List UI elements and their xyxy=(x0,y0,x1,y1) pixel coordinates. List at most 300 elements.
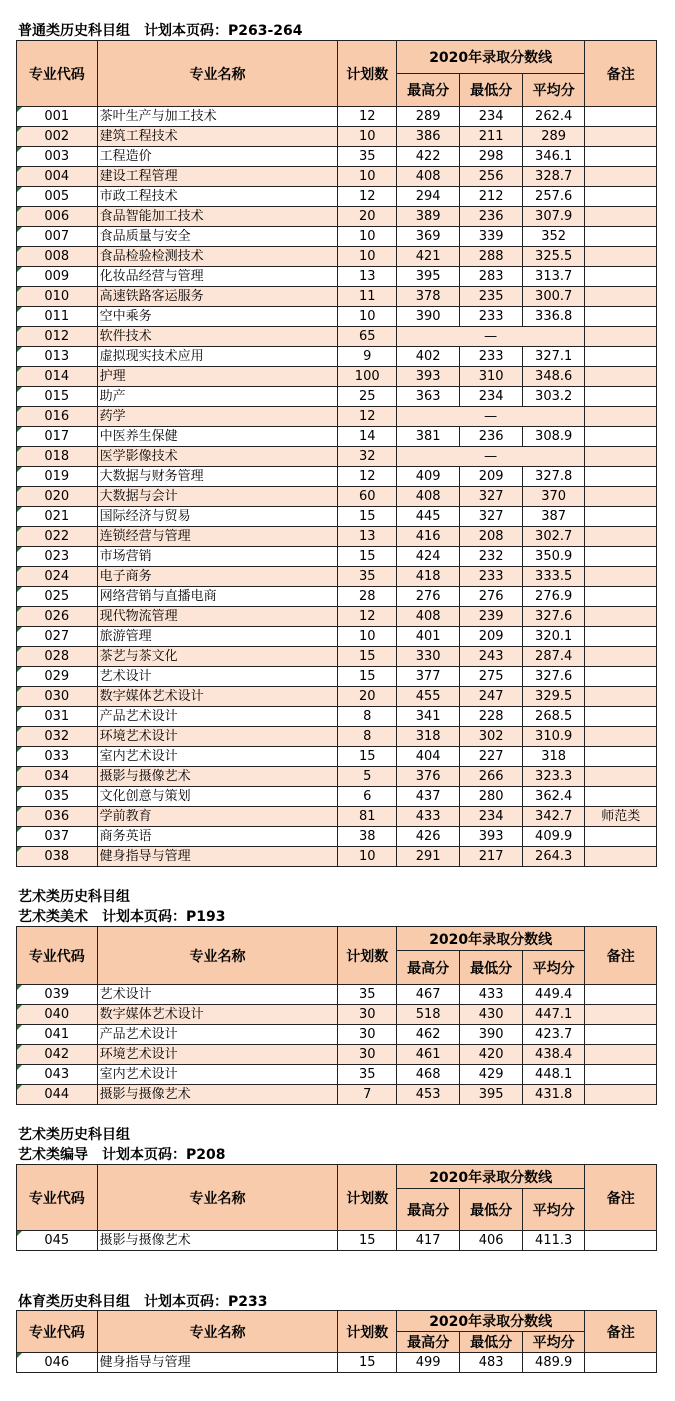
section-title: 艺术类美术 计划本页码：P193 xyxy=(18,909,226,925)
cell-note xyxy=(585,747,657,767)
cell-min: 256 xyxy=(460,167,522,187)
cell-code: 035 xyxy=(17,787,98,807)
cell-min: 302 xyxy=(460,727,522,747)
cell-min: 275 xyxy=(460,667,522,687)
cell-name: 虚拟现实技术应用 xyxy=(97,347,338,367)
cell-code: 001 xyxy=(17,107,98,127)
table-row xyxy=(17,307,657,327)
cell-code: 010 xyxy=(17,287,98,307)
header-plan: 计划数 xyxy=(338,927,396,985)
cell-note xyxy=(585,727,657,747)
cell-min: 280 xyxy=(460,787,522,807)
cell-min: 243 xyxy=(460,647,522,667)
cell-code: 019 xyxy=(17,467,98,487)
cell-plan: 38 xyxy=(338,827,396,847)
cell-avg: 327.1 xyxy=(522,347,585,367)
cell-plan: 15 xyxy=(338,747,396,767)
cell-note xyxy=(585,387,657,407)
cell-code: 027 xyxy=(17,627,98,647)
cell-max: 467 xyxy=(396,985,459,1005)
cell-min: 209 xyxy=(460,627,522,647)
cell-note xyxy=(585,667,657,687)
cell-max: 386 xyxy=(396,127,459,147)
table-row xyxy=(17,387,657,407)
cell-min: 420 xyxy=(460,1045,522,1065)
table-row xyxy=(17,985,657,1005)
cell-note xyxy=(585,287,657,307)
cell-name: 大数据与财务管理 xyxy=(97,467,338,487)
table-row xyxy=(17,607,657,627)
cell-avg: 327.6 xyxy=(522,667,585,687)
cell-plan: 35 xyxy=(338,567,396,587)
cell-min: 208 xyxy=(460,527,522,547)
header-max: 最高分 xyxy=(396,1332,459,1353)
cell-name: 护理 xyxy=(97,367,338,387)
cell-avg: 411.3 xyxy=(522,1231,585,1251)
section-title: 体育类历史科目组 计划本页码：P233 xyxy=(18,1294,268,1310)
cell-name: 产品艺术设计 xyxy=(97,707,338,727)
cell-max: 424 xyxy=(396,547,459,567)
cell-name: 室内艺术设计 xyxy=(97,1065,338,1085)
table-row xyxy=(17,1085,657,1105)
cell-max: 461 xyxy=(396,1045,459,1065)
table-row xyxy=(17,687,657,707)
cell-max: 468 xyxy=(396,1065,459,1085)
cell-name: 茶艺与茶文化 xyxy=(97,647,338,667)
cell-plan: 30 xyxy=(338,1025,396,1045)
cell-name: 数字媒体艺术设计 xyxy=(97,687,338,707)
cell-min: 236 xyxy=(460,207,522,227)
cell-plan: 9 xyxy=(338,347,396,367)
cell-max: 393 xyxy=(396,367,459,387)
cell-note xyxy=(585,127,657,147)
cell-name: 高速铁路客运服务 xyxy=(97,287,338,307)
cell-plan: 8 xyxy=(338,707,396,727)
cell-avg: 350.9 xyxy=(522,547,585,567)
cell-max: 408 xyxy=(396,487,459,507)
cell-plan: 35 xyxy=(338,985,396,1005)
cell-code: 017 xyxy=(17,427,98,447)
cell-max: 289 xyxy=(396,107,459,127)
cell-min: 283 xyxy=(460,267,522,287)
cell-note xyxy=(585,1045,657,1065)
cell-min: 429 xyxy=(460,1065,522,1085)
cell-name: 室内艺术设计 xyxy=(97,747,338,767)
cell-plan: 15 xyxy=(338,1353,396,1373)
cell-name: 建设工程管理 xyxy=(97,167,338,187)
score-table xyxy=(16,40,657,867)
cell-note xyxy=(585,567,657,587)
cell-plan: 15 xyxy=(338,507,396,527)
header-note: 备注 xyxy=(585,41,657,107)
table-row xyxy=(17,147,657,167)
cell-note xyxy=(585,187,657,207)
section-title: 普通类历史科目组 计划本页码：P263-264 xyxy=(18,23,303,39)
cell-max: 291 xyxy=(396,847,459,867)
header-min: 最低分 xyxy=(460,951,522,985)
cell-name: 医学影像技术 xyxy=(97,447,338,467)
cell-plan: 35 xyxy=(338,1065,396,1085)
cell-code: 022 xyxy=(17,527,98,547)
table-row xyxy=(17,807,657,827)
cell-avg: 342.7 xyxy=(522,807,585,827)
cell-min: 233 xyxy=(460,307,522,327)
cell-plan: 13 xyxy=(338,267,396,287)
cell-note xyxy=(585,1231,657,1251)
cell-min: 233 xyxy=(460,347,522,367)
cell-name: 摄影与摄像艺术 xyxy=(97,767,338,787)
cell-code: 015 xyxy=(17,387,98,407)
cell-name: 大数据与会计 xyxy=(97,487,338,507)
cell-max: 418 xyxy=(396,567,459,587)
cell-note xyxy=(585,327,657,347)
cell-max: 401 xyxy=(396,627,459,647)
cell-max: 453 xyxy=(396,1085,459,1105)
cell-max: 445 xyxy=(396,507,459,527)
cell-avg: 336.8 xyxy=(522,307,585,327)
cell-note xyxy=(585,447,657,467)
cell-plan: 12 xyxy=(338,187,396,207)
header-code: 专业代码 xyxy=(17,927,98,985)
table-row xyxy=(17,447,657,467)
header-min: 最低分 xyxy=(460,1189,522,1231)
table-row xyxy=(17,127,657,147)
cell-note xyxy=(585,1353,657,1373)
cell-plan: 7 xyxy=(338,1085,396,1105)
header-min: 最低分 xyxy=(460,1332,522,1353)
header-name: 专业名称 xyxy=(97,927,338,985)
cell-avg: 310.9 xyxy=(522,727,585,747)
cell-note xyxy=(585,527,657,547)
cell-min: 233 xyxy=(460,567,522,587)
cell-name: 艺术设计 xyxy=(97,985,338,1005)
table-row xyxy=(17,347,657,367)
cell-note xyxy=(585,307,657,327)
cell-max: 377 xyxy=(396,667,459,687)
cell-plan: 20 xyxy=(338,207,396,227)
cell-name: 助产 xyxy=(97,387,338,407)
cell-note xyxy=(585,507,657,527)
table-row xyxy=(17,187,657,207)
cell-code: 028 xyxy=(17,647,98,667)
cell-avg: 333.5 xyxy=(522,567,585,587)
cell-plan: 15 xyxy=(338,667,396,687)
cell-name: 商务英语 xyxy=(97,827,338,847)
cell-plan: 10 xyxy=(338,167,396,187)
cell-code: 020 xyxy=(17,487,98,507)
header-note: 备注 xyxy=(585,1165,657,1231)
cell-avg: 313.7 xyxy=(522,267,585,287)
cell-avg: 438.4 xyxy=(522,1045,585,1065)
cell-code: 031 xyxy=(17,707,98,727)
header-note: 备注 xyxy=(585,927,657,985)
cell-avg: 318 xyxy=(522,747,585,767)
cell-avg: 276.9 xyxy=(522,587,585,607)
cell-note xyxy=(585,367,657,387)
cell-plan: 20 xyxy=(338,687,396,707)
cell-min: 235 xyxy=(460,287,522,307)
cell-name: 产品艺术设计 xyxy=(97,1025,338,1045)
cell-min: 390 xyxy=(460,1025,522,1045)
cell-note xyxy=(585,147,657,167)
table-row xyxy=(17,627,657,647)
cell-code: 012 xyxy=(17,327,98,347)
cell-max: 390 xyxy=(396,307,459,327)
header-min: 最低分 xyxy=(460,74,522,107)
cell-code: 041 xyxy=(17,1025,98,1045)
table-row xyxy=(17,427,657,447)
cell-avg: 346.1 xyxy=(522,147,585,167)
cell-code: 037 xyxy=(17,827,98,847)
cell-min: 234 xyxy=(460,107,522,127)
cell-plan: 12 xyxy=(338,107,396,127)
cell-avg: 431.8 xyxy=(522,1085,585,1105)
cell-note xyxy=(585,487,657,507)
header-max: 最高分 xyxy=(396,951,459,985)
cell-avg: 307.9 xyxy=(522,207,585,227)
cell-name: 摄影与摄像艺术 xyxy=(97,1085,338,1105)
header-name: 专业名称 xyxy=(97,41,338,107)
cell-code: 040 xyxy=(17,1005,98,1025)
table-row xyxy=(17,727,657,747)
table-row xyxy=(17,267,657,287)
cell-avg: 262.4 xyxy=(522,107,585,127)
table-row xyxy=(17,107,657,127)
cell-code: 042 xyxy=(17,1045,98,1065)
header-score-group: 2020年录取分数线 xyxy=(396,1165,584,1189)
cell-note xyxy=(585,207,657,227)
cell-name: 数字媒体艺术设计 xyxy=(97,1005,338,1025)
cell-max: 376 xyxy=(396,767,459,787)
cell-plan: 14 xyxy=(338,427,396,447)
cell-name: 艺术设计 xyxy=(97,667,338,687)
cell-min: 298 xyxy=(460,147,522,167)
cell-avg: 268.5 xyxy=(522,707,585,727)
table-row xyxy=(17,827,657,847)
cell-note xyxy=(585,107,657,127)
header-avg: 平均分 xyxy=(522,1189,585,1231)
cell-note xyxy=(585,647,657,667)
cell-avg: 300.7 xyxy=(522,287,585,307)
cell-min: 211 xyxy=(460,127,522,147)
cell-min: 276 xyxy=(460,587,522,607)
cell-max: 409 xyxy=(396,467,459,487)
table-row xyxy=(17,707,657,727)
cell-plan: 10 xyxy=(338,847,396,867)
cell-plan: 10 xyxy=(338,247,396,267)
cell-avg: 328.7 xyxy=(522,167,585,187)
cell-max: 276 xyxy=(396,587,459,607)
cell-avg: 370 xyxy=(522,487,585,507)
cell-avg: 303.2 xyxy=(522,387,585,407)
cell-note: 师范类 xyxy=(585,807,657,827)
cell-plan: 65 xyxy=(338,327,396,347)
cell-min: 234 xyxy=(460,807,522,827)
cell-min: 239 xyxy=(460,607,522,627)
cell-name: 现代物流管理 xyxy=(97,607,338,627)
header-avg: 平均分 xyxy=(522,74,585,107)
cell-plan: 32 xyxy=(338,447,396,467)
cell-note xyxy=(585,347,657,367)
table-row xyxy=(17,487,657,507)
cell-name: 学前教育 xyxy=(97,807,338,827)
cell-avg: 289 xyxy=(522,127,585,147)
cell-name: 市场营销 xyxy=(97,547,338,567)
cell-code: 044 xyxy=(17,1085,98,1105)
score-table xyxy=(16,1164,657,1251)
cell-plan: 10 xyxy=(338,307,396,327)
table-row xyxy=(17,227,657,247)
table-row xyxy=(17,207,657,227)
cell-min: 310 xyxy=(460,367,522,387)
header-max: 最高分 xyxy=(396,1189,459,1231)
cell-min: 483 xyxy=(460,1353,522,1373)
cell-avg: 257.6 xyxy=(522,187,585,207)
header-score-group: 2020年录取分数线 xyxy=(396,927,584,951)
cell-avg: 323.3 xyxy=(522,767,585,787)
score-table xyxy=(16,1310,657,1373)
cell-max: 381 xyxy=(396,427,459,447)
cell-avg: 409.9 xyxy=(522,827,585,847)
header-code: 专业代码 xyxy=(17,1165,98,1231)
table-row xyxy=(17,847,657,867)
cell-avg: 320.1 xyxy=(522,627,585,647)
cell-min: 209 xyxy=(460,467,522,487)
cell-score-merged: — xyxy=(396,447,584,467)
cell-name: 国际经济与贸易 xyxy=(97,507,338,527)
cell-note xyxy=(585,267,657,287)
cell-note xyxy=(585,1085,657,1105)
cell-min: 234 xyxy=(460,387,522,407)
cell-code: 008 xyxy=(17,247,98,267)
cell-min: 247 xyxy=(460,687,522,707)
cell-avg: 264.3 xyxy=(522,847,585,867)
cell-max: 455 xyxy=(396,687,459,707)
cell-name: 健身指导与管理 xyxy=(97,847,338,867)
cell-note xyxy=(585,687,657,707)
cell-name: 食品检验检测技术 xyxy=(97,247,338,267)
cell-note xyxy=(585,847,657,867)
cell-name: 网络营销与直播电商 xyxy=(97,587,338,607)
cell-min: 327 xyxy=(460,487,522,507)
cell-avg: 423.7 xyxy=(522,1025,585,1045)
cell-min: 266 xyxy=(460,767,522,787)
cell-note xyxy=(585,1025,657,1045)
cell-max: 437 xyxy=(396,787,459,807)
cell-code: 025 xyxy=(17,587,98,607)
cell-max: 294 xyxy=(396,187,459,207)
table-row xyxy=(17,247,657,267)
cell-name: 食品智能加工技术 xyxy=(97,207,338,227)
table-row xyxy=(17,647,657,667)
cell-name: 工程造价 xyxy=(97,147,338,167)
cell-max: 318 xyxy=(396,727,459,747)
cell-code: 046 xyxy=(17,1353,98,1373)
cell-code: 030 xyxy=(17,687,98,707)
header-score-group: 2020年录取分数线 xyxy=(396,1311,584,1332)
table-row xyxy=(17,527,657,547)
cell-code: 014 xyxy=(17,367,98,387)
cell-note xyxy=(585,607,657,627)
header-plan: 计划数 xyxy=(338,1311,396,1353)
cell-max: 330 xyxy=(396,647,459,667)
cell-avg: 447.1 xyxy=(522,1005,585,1025)
table-row xyxy=(17,467,657,487)
cell-min: 228 xyxy=(460,707,522,727)
table-row xyxy=(17,507,657,527)
cell-code: 023 xyxy=(17,547,98,567)
header-avg: 平均分 xyxy=(522,1332,585,1353)
section-title: 艺术类编导 计划本页码：P208 xyxy=(18,1147,226,1163)
cell-min: 433 xyxy=(460,985,522,1005)
cell-plan: 35 xyxy=(338,147,396,167)
section-title: 艺术类历史科目组 xyxy=(18,1127,130,1143)
table-row xyxy=(17,407,657,427)
cell-plan: 28 xyxy=(338,587,396,607)
cell-code: 029 xyxy=(17,667,98,687)
cell-code: 045 xyxy=(17,1231,98,1251)
cell-avg: 327.6 xyxy=(522,607,585,627)
cell-max: 378 xyxy=(396,287,459,307)
cell-name: 软件技术 xyxy=(97,327,338,347)
table-row xyxy=(17,787,657,807)
table-row xyxy=(17,767,657,787)
cell-plan: 25 xyxy=(338,387,396,407)
cell-name: 摄影与摄像艺术 xyxy=(97,1231,338,1251)
table-row xyxy=(17,1045,657,1065)
table-row xyxy=(17,667,657,687)
cell-code: 005 xyxy=(17,187,98,207)
cell-max: 518 xyxy=(396,1005,459,1025)
cell-name: 建筑工程技术 xyxy=(97,127,338,147)
header-code: 专业代码 xyxy=(17,1311,98,1353)
cell-note xyxy=(585,547,657,567)
cell-note xyxy=(585,587,657,607)
cell-code: 032 xyxy=(17,727,98,747)
cell-score-merged: — xyxy=(396,407,584,427)
cell-note xyxy=(585,1065,657,1085)
cell-plan: 11 xyxy=(338,287,396,307)
cell-max: 433 xyxy=(396,807,459,827)
cell-avg: 325.5 xyxy=(522,247,585,267)
cell-name: 中医养生保健 xyxy=(97,427,338,447)
cell-plan: 15 xyxy=(338,1231,396,1251)
cell-note xyxy=(585,985,657,1005)
cell-max: 499 xyxy=(396,1353,459,1373)
cell-note xyxy=(585,167,657,187)
cell-note xyxy=(585,707,657,727)
cell-code: 013 xyxy=(17,347,98,367)
cell-plan: 12 xyxy=(338,607,396,627)
header-avg: 平均分 xyxy=(522,951,585,985)
table-row xyxy=(17,287,657,307)
header-name: 专业名称 xyxy=(97,1165,338,1231)
cell-min: 339 xyxy=(460,227,522,247)
header-score-group: 2020年录取分数线 xyxy=(396,41,584,74)
cell-min: 227 xyxy=(460,747,522,767)
cell-name: 化妆品经营与管理 xyxy=(97,267,338,287)
cell-avg: 362.4 xyxy=(522,787,585,807)
cell-plan: 15 xyxy=(338,647,396,667)
cell-code: 021 xyxy=(17,507,98,527)
cell-name: 食品质量与安全 xyxy=(97,227,338,247)
cell-note xyxy=(585,467,657,487)
table-row xyxy=(17,1231,657,1251)
cell-code: 038 xyxy=(17,847,98,867)
table-row xyxy=(17,1005,657,1025)
cell-max: 421 xyxy=(396,247,459,267)
cell-max: 417 xyxy=(396,1231,459,1251)
